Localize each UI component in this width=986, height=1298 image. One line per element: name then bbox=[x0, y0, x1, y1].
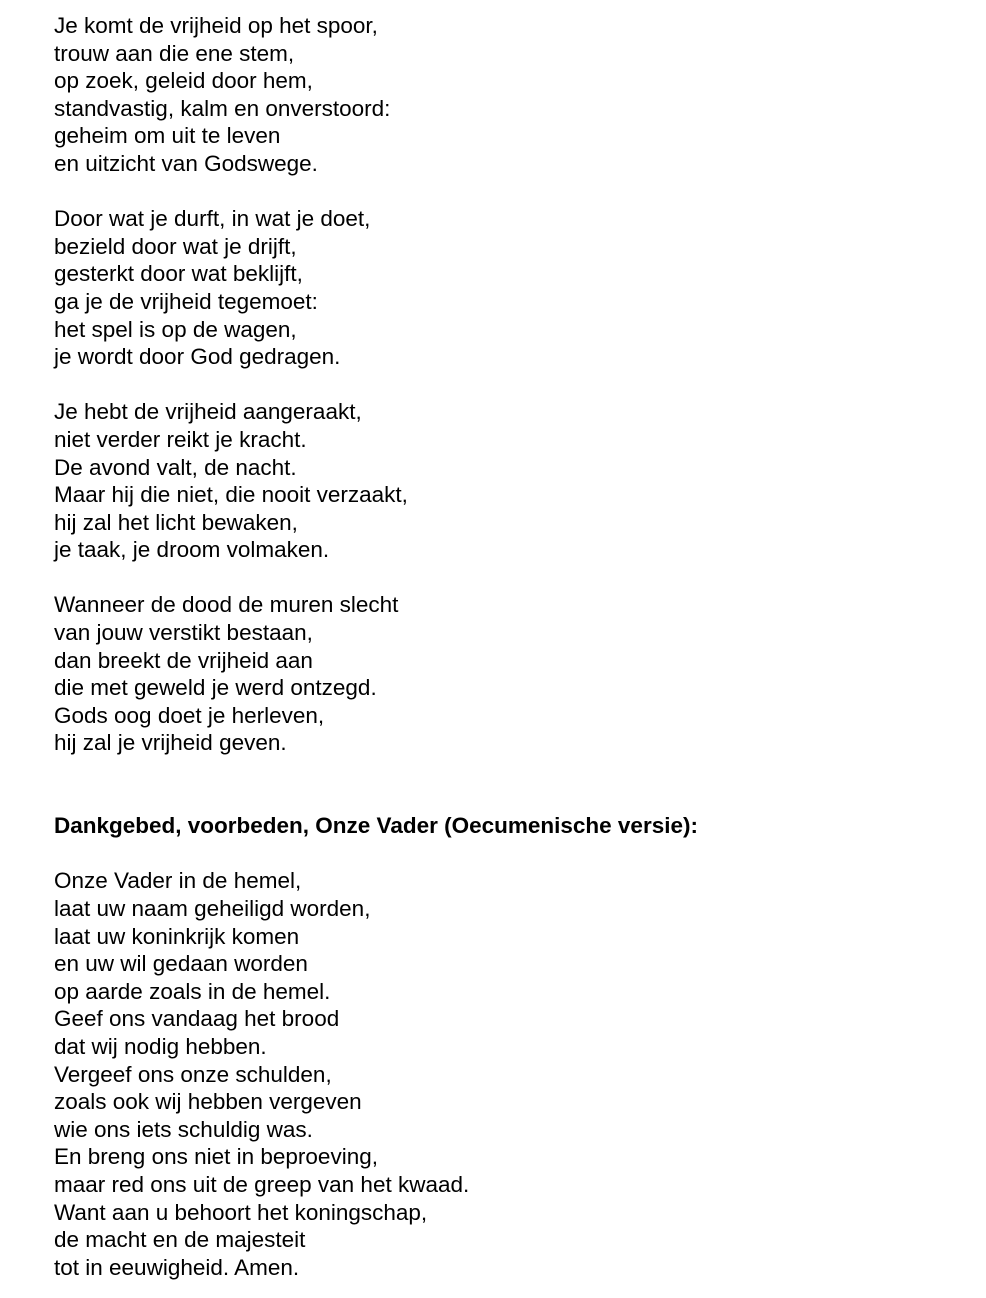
poem-line: gesterkt door wat beklijft, bbox=[54, 261, 303, 287]
poem-line: je taak, je droom volmaken. bbox=[54, 537, 330, 563]
poem-line: van jouw verstikt bestaan, bbox=[54, 620, 313, 646]
poem-stanza-1 bbox=[54, 12, 954, 178]
prayer-line: laat uw koninkrijk komen bbox=[54, 923, 300, 949]
prayer-line: Onze Vader in de hemel, bbox=[54, 868, 302, 894]
prayer-line: op aarde zoals in de hemel. bbox=[54, 978, 331, 1004]
poem-line: het spel is op de wagen, bbox=[54, 316, 297, 342]
poem-line: Door wat je durft, in wat je doet, bbox=[54, 206, 371, 232]
poem-line: Je komt de vrijheid op het spoor, bbox=[54, 13, 378, 38]
prayer-line: dat wij nodig hebben. bbox=[54, 1033, 267, 1059]
prayer-line: maar red ons uit de greep van het kwaad. bbox=[54, 1171, 470, 1197]
prayer-line: Vergeef ons onze schulden, bbox=[54, 1061, 332, 1087]
stanza-spacer bbox=[54, 371, 954, 399]
document-page bbox=[54, 12, 954, 1281]
poem-line: Wanneer de dood de muren slecht bbox=[54, 592, 399, 618]
poem-line: je wordt door God gedragen. bbox=[54, 344, 341, 370]
poem-line: dan breekt de vrijheid aan bbox=[54, 647, 313, 673]
prayer-line: tot in eeuwigheid. Amen. bbox=[54, 1254, 300, 1280]
prayer-line: zoals ook wij hebben vergeven bbox=[54, 1089, 362, 1115]
poem-line: bezield door wat je drijft, bbox=[54, 233, 297, 259]
poem-line: trouw aan die ene stem, bbox=[54, 40, 295, 66]
poem-line: op zoek, geleid door hem, bbox=[54, 68, 313, 94]
poem-line: Maar hij die niet, die nooit verzaakt, bbox=[54, 482, 408, 508]
poem-line: en uitzicht van Godswege. bbox=[54, 150, 318, 176]
poem-line: geheim om uit te leven bbox=[54, 123, 281, 149]
poem-line: Je hebt de vrijheid aangeraakt, bbox=[54, 399, 362, 425]
section-heading: Dankgebed, voorbeden, Onze Vader (Oecumenische versie): bbox=[54, 813, 698, 839]
stanza-spacer bbox=[54, 564, 954, 592]
prayer-text bbox=[54, 867, 954, 1281]
prayer-line: wie ons iets schuldig was. bbox=[54, 1116, 313, 1142]
poem-line: die met geweld je werd ontzegd. bbox=[54, 675, 377, 701]
poem-line: De avond valt, de nacht. bbox=[54, 454, 297, 480]
poem-line: Gods oog doet je herleven, bbox=[54, 702, 325, 728]
poem-stanza-4 bbox=[54, 591, 954, 757]
heading-spacer bbox=[54, 840, 954, 868]
poem-line: standvastig, kalm en onverstoord: bbox=[54, 95, 391, 121]
section-spacer bbox=[54, 757, 954, 812]
poem-line: niet verder reikt je kracht. bbox=[54, 426, 307, 452]
prayer-line: Want aan u behoort het koningschap, bbox=[54, 1199, 428, 1225]
prayer-line: en uw wil gedaan worden bbox=[54, 951, 308, 977]
poem-stanza-2 bbox=[54, 205, 954, 371]
stanza-spacer bbox=[54, 178, 954, 206]
poem-stanza-3 bbox=[54, 398, 954, 564]
prayer-line: de macht en de majesteit bbox=[54, 1227, 306, 1253]
prayer-line: En breng ons niet in beproeving, bbox=[54, 1144, 378, 1170]
prayer-line: laat uw naam geheiligd worden, bbox=[54, 896, 371, 921]
poem-line: hij zal je vrijheid geven. bbox=[54, 730, 287, 756]
poem-line: ga je de vrijheid tegemoet: bbox=[54, 288, 318, 314]
poem-line: hij zal het licht bewaken, bbox=[54, 509, 298, 535]
prayer-line: Geef ons vandaag het brood bbox=[54, 1006, 340, 1032]
